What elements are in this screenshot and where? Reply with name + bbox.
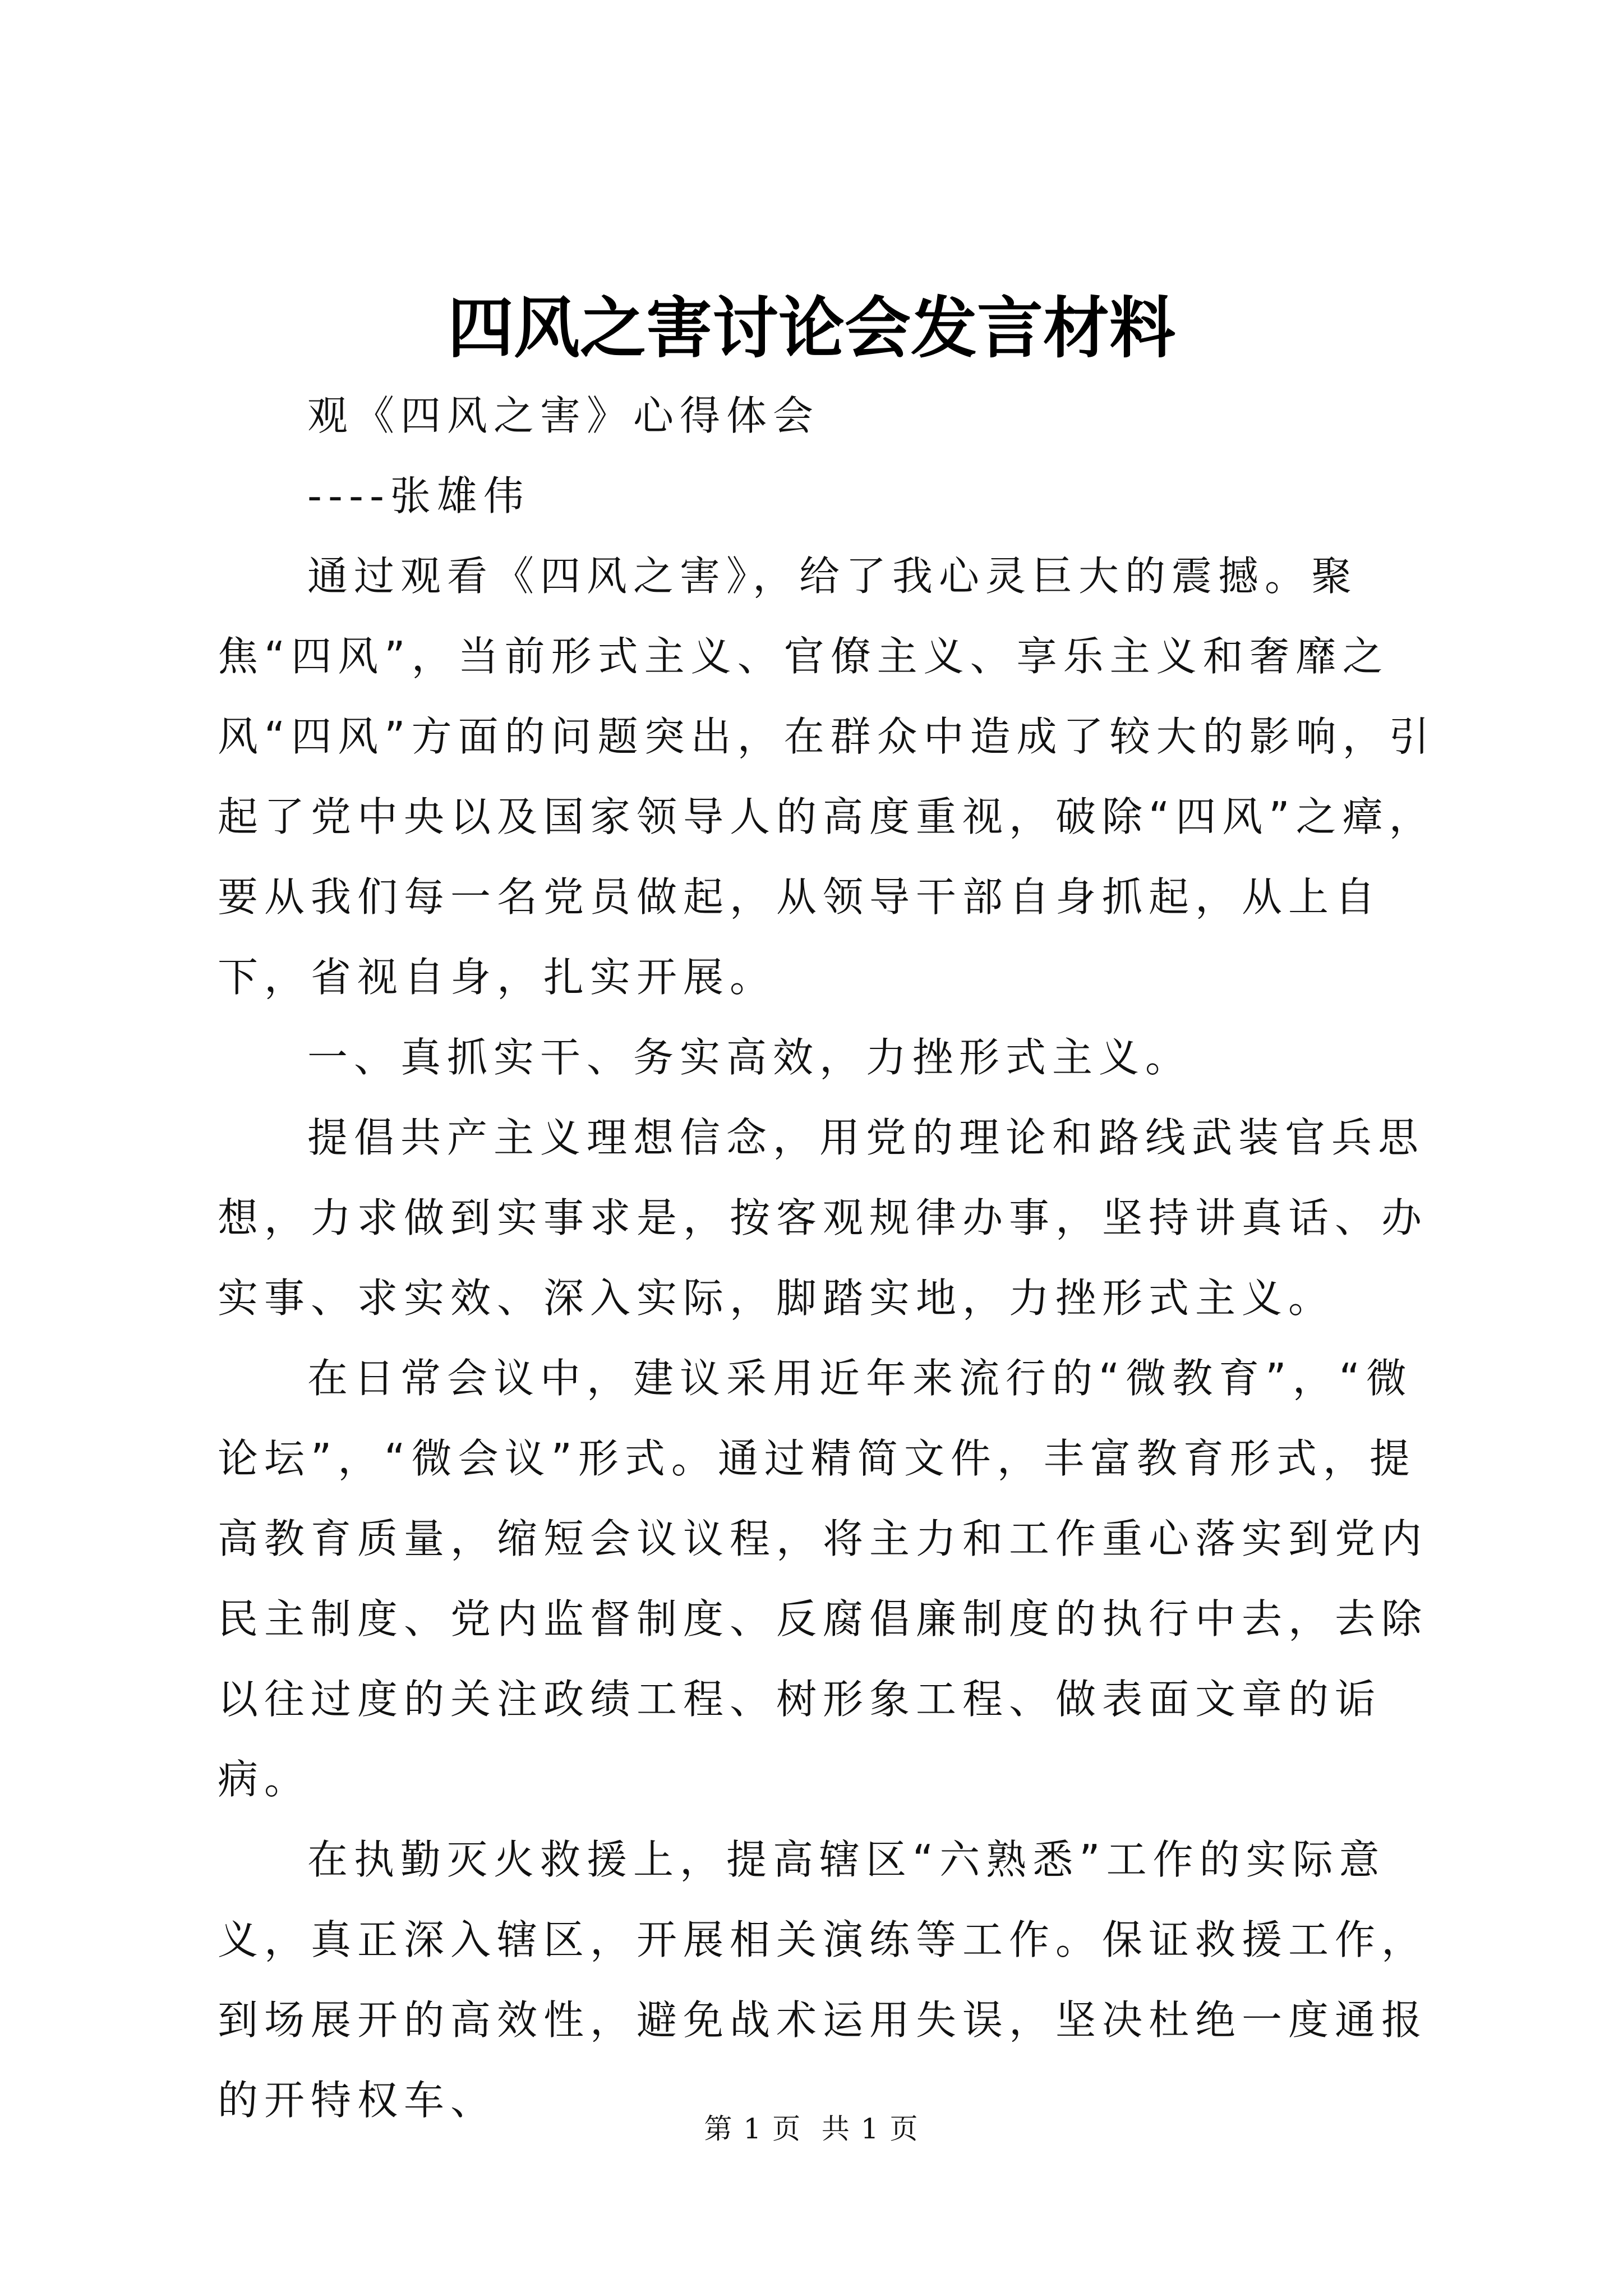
paragraph-1: 通过观看《四风之害》，给了我心灵巨大的震撼。聚焦“四风”，当前形式主义、官僚主义、享乐主义和奢靡之风“四风”方面的问题突出，在群众中造成了较大的影响，引起了党中央以及国家领导人的高度重视，破除“四风”之瘴，要从我们每一名党员做起，从领导干部自身抓起，从上自下，省视自身，扎实开展。: [218, 553, 1436, 1001]
document-title: 四风之害讨论会发言材料: [447, 289, 1175, 367]
paragraph-5: 在执勤灭火救援上，提高辖区“六熟悉”工作的实际意义，真正深入辖区，开展相关演练等工作。保证救援工作，到场展开的高效性，避免战术运用失误，坚决杜绝一度通报的开特权车、: [218, 1836, 1428, 2124]
author-line: ----张雄伟: [307, 472, 530, 519]
paragraph-2: 一、真抓实干、务实高效，力挫形式主义。: [307, 1034, 1192, 1081]
document-body: [218, 376, 1436, 2141]
paragraph-4: 在日常会议中，建议采用近年来流行的“微教育”，“微论坛”，“微会议”形式。通过精简文件，丰富教育形式，提高教育质量，缩短会议议程，将主力和工作重心落实到党内民主制度、党内监督制度、反腐倡廉制度的执行中去，去除以往过度的关注政绩工程、树形象工程、做表面文章的诟病。: [218, 1355, 1428, 1803]
page-number: 第 1 页 共 1 页: [704, 2113, 919, 2145]
page-footer: [0, 2109, 1623, 2148]
paragraph-3: 提倡共产主义理想信念，用党的理论和路线武装官兵思想，力求做到实事求是，按客观规律办事，坚持讲真话、办实事、求实效、深入实际，脚踏实地，力挫形式主义。: [218, 1114, 1428, 1322]
subtitle: 观《四风之害》心得体会: [307, 392, 820, 439]
